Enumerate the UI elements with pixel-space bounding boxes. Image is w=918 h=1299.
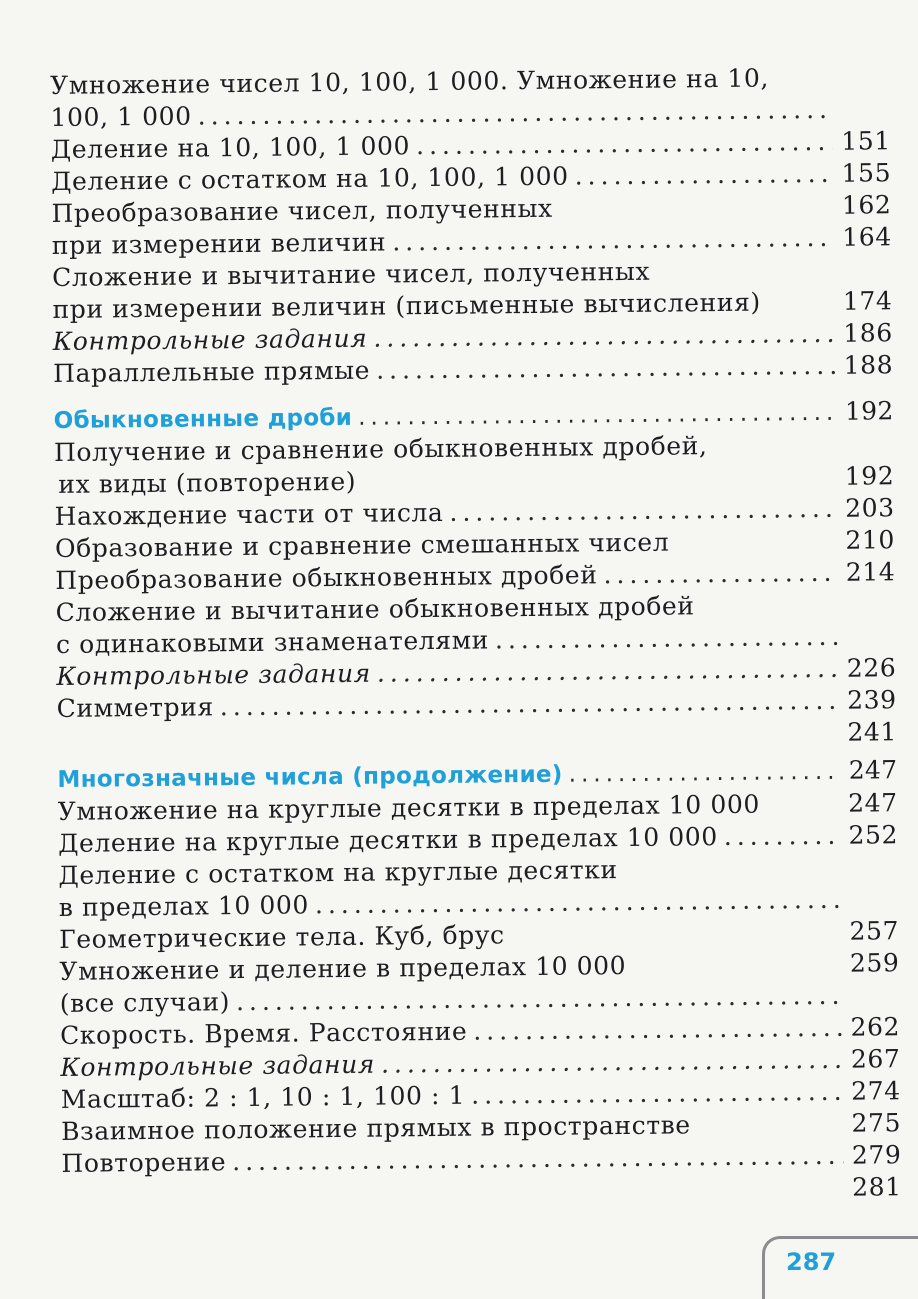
toc-entry (61, 1139, 902, 1212)
toc-entry-title-cont: при измерении величин (51, 227, 387, 260)
toc-entry-page (839, 117, 891, 118)
toc-entry-page: 164 (842, 222, 892, 252)
toc-entry-page: 281 (852, 1172, 902, 1202)
toc-entry-title: Преобразование чисел, полученных (51, 193, 553, 228)
leader-dots (603, 557, 837, 591)
toc-entry-page: 241 (847, 717, 898, 747)
leader-dots (495, 621, 838, 657)
leader-dots (381, 1044, 843, 1081)
toc-entry-title-cont: с одинаковыми знаменателями (55, 625, 490, 659)
toc-entry-title: Деление на круглые десятки в пределах 10 000 (57, 822, 718, 858)
toc-entry-page: 186 (843, 318, 893, 348)
toc-entry (52, 253, 893, 326)
table-of-contents (50, 61, 902, 1212)
toc-entry-page: 274 (851, 1076, 901, 1106)
leader-dots (569, 756, 840, 791)
toc-entry-title-cont: 100, 1 000 (50, 101, 192, 132)
toc-entry-title: Симметрия (56, 692, 214, 723)
toc-entry-page: 239 (846, 685, 897, 715)
toc-entry-title-cont: их виды (повторение) (58, 466, 357, 499)
toc-entry-page (847, 907, 899, 908)
toc-entry-title: Нахождение части от числа (54, 497, 444, 531)
toc-entry-title: Контрольные задания (52, 323, 368, 356)
toc-entry (54, 428, 895, 501)
toc-entry-title: Масштаб: 2 : 1, 10 : 1, 100 : 1 (60, 1080, 466, 1114)
toc-entry-title: Геометрические тела. Куб, брус (58, 920, 505, 954)
page-number: 287 (786, 1248, 837, 1276)
toc-entry-page: 174 (842, 286, 893, 316)
toc-entry (57, 684, 898, 757)
toc-entry-page: 275 (851, 1108, 902, 1138)
toc-entry-page: 203 (844, 493, 895, 523)
toc-entry-page: 151 (841, 126, 891, 156)
toc-entry (59, 947, 900, 1020)
toc-entry-page: 279 (851, 1140, 902, 1170)
toc-entry-page (844, 644, 896, 645)
toc-entry-title: Параллельные прямые (53, 355, 371, 388)
leader-dots (358, 397, 836, 434)
toc-entry-title: Умножение чисел 10, 100, 1 000. Умножение на 10, (50, 63, 770, 100)
toc-entry-page: 214 (845, 557, 896, 587)
leader-dots (449, 493, 837, 529)
toc-entry-page: 259 (849, 948, 900, 978)
toc-entry (56, 588, 897, 661)
leader-dots (574, 158, 833, 193)
toc-entry-title: Деление с остатком на 10, 100, 1 000 (51, 161, 569, 196)
toc-entry-page: 155 (841, 158, 892, 188)
toc-entry-title: Умножение и деление в пределах 10 000 (59, 951, 627, 986)
toc-entry-title-cont: в пределах 10 000 (58, 890, 310, 922)
toc-entry-title: Скорость. Время. Расстояние (59, 1016, 468, 1050)
leader-dots (473, 1012, 842, 1048)
leader-dots (377, 653, 839, 690)
toc-entry-page: 192 (844, 461, 895, 491)
toc-entry-page: 226 (846, 653, 897, 683)
leader-dots (416, 126, 833, 162)
toc-entry-title: Деление на 10, 100, 1 000 (50, 131, 411, 164)
toc-entry-title-cont: (все случаи) (59, 987, 231, 1018)
toc-entry-page: 257 (849, 916, 900, 946)
toc-entry (51, 189, 892, 262)
toc-entry-page: 210 (845, 525, 896, 555)
leader-dots (392, 222, 834, 259)
toc-entry-title: Сложение и вычитание обыкновенных дробей (55, 591, 695, 627)
toc-entry-page: 192 (844, 396, 894, 426)
toc-entry-title: Сложение и вычитание чисел, полученных (52, 256, 651, 292)
toc-entry-title: Деление с остатком на круглые десятки (58, 855, 618, 890)
toc-entry-title: Преобразование обыкновенных дробей (55, 560, 598, 595)
toc-entry-page: 267 (850, 1044, 901, 1074)
toc-entry-page: 262 (850, 1012, 901, 1042)
leader-dots (220, 685, 839, 723)
leader-dots (373, 318, 835, 355)
toc-entry-title: Взаимное положение прямых в пространстве (60, 1110, 691, 1146)
section-title: Многозначные числа (продолжение) (57, 761, 563, 793)
toc-entry-title: Повторение (61, 1147, 227, 1178)
toc-entry-page: 247 (848, 755, 898, 785)
toc-entry-title: Контрольные задания (56, 658, 372, 691)
toc-entry-page: 252 (848, 820, 899, 850)
toc-entry-title: Получение и сравнение обыкновенных дробей, (53, 431, 708, 467)
toc-entry-page: 188 (843, 350, 894, 380)
toc-entry-page: 247 (848, 788, 898, 818)
toc-entry-title-cont: при измерении величин (письменные вычисления) (52, 287, 761, 324)
toc-entry-title: Образование и сравнение смешанных чисел (54, 527, 670, 563)
leader-dots (471, 1076, 843, 1112)
toc-entry-page (848, 1003, 900, 1004)
leader-dots (232, 1140, 844, 1178)
toc-entry-page: 162 (841, 190, 892, 220)
toc-entry-title: Контрольные задания (60, 1049, 376, 1082)
toc-entry-title: Умножение на круглые десятки в пределах 10 000 (57, 789, 761, 826)
toc-entry (50, 61, 891, 134)
section-title: Обыкновенные дроби (53, 404, 353, 434)
leader-dots (376, 350, 835, 387)
toc-entry (58, 851, 899, 924)
leader-dots (724, 820, 841, 853)
